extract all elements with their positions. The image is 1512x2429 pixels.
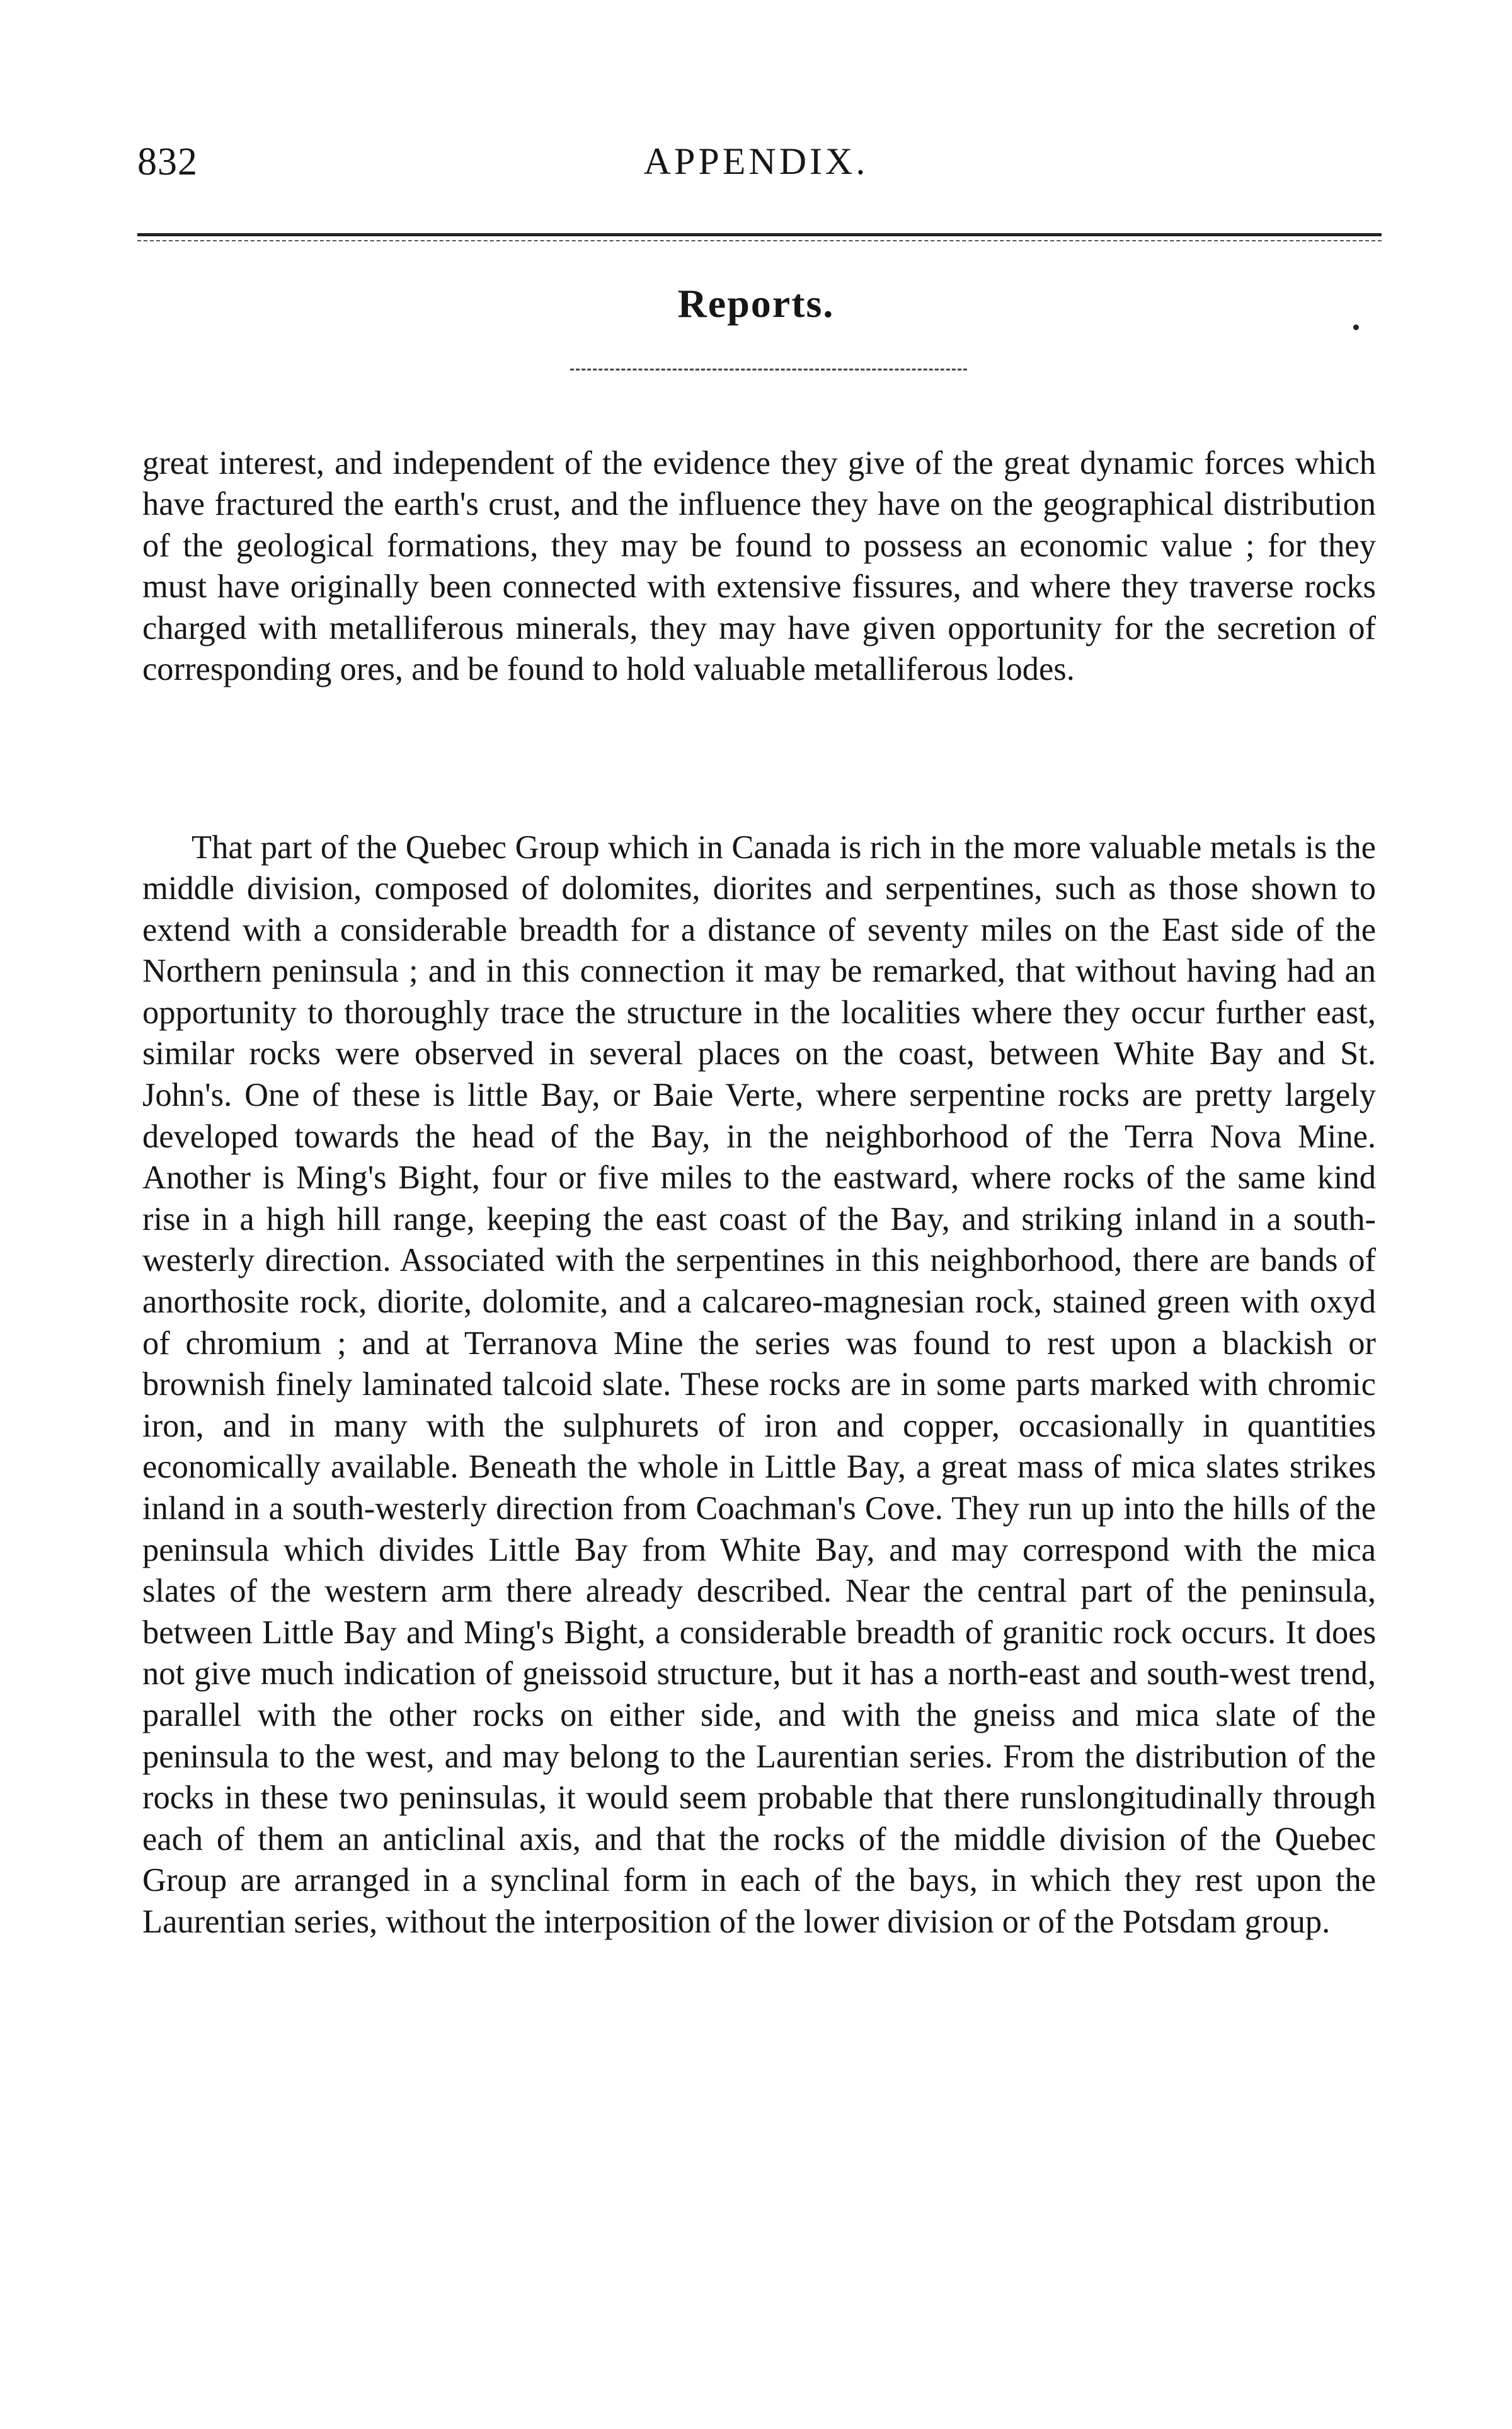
margin-mark [1353,324,1359,330]
section-divider [570,369,967,370]
header-rule-secondary [137,240,1382,241]
page-number: 832 [137,141,198,183]
header-rule [137,233,1382,236]
running-title: APPENDIX. [643,141,869,182]
body-paragraph-2: That part of the Quebec Group which in Canada is rich in the more valuable metals is the middle division, composed of dolomites, diorites and serpentines, such as those shown to extend with a considerable breadth for a distance of seventy miles on the East side of the Northern peninsula ; and in this connection it may be remarked, that without having had an opportunity to thoroughly trace the structure in the localities where they occur further east, similar rocks were observed in several places on the coast, between White Bay and St. John's. One of these is little Bay, or Baie Verte, where serpentine rocks are pretty largely developed towards the head of the Bay, in the neighborhood of the Terra Nova Mine. Another is Ming's Bight, four or five miles to the eastward, where rocks of the same kind rise in a high hill range, keeping the east coast of the Bay, and striking inland in a south-westerly direction. Associated with the serpentines in this neighborhood, there are bands of anorthosite rock, diorite, dolomite, and a calcareo-magnesian rock, stained green with oxyd of chromium ; and at Terranova Mine the series was found to rest upon a blackish or brownish finely laminated talcoid slate. These rocks are in some parts marked with chromic iron, and in many with the sulphurets of iron and copper, occasionally in quantities economically available. Beneath the whole in Little Bay, a great mass of mica slates strikes inland in a south-westerly direction from Coachman's Cove. They run up into the hills of the peninsula which divides Little Bay from White Bay, and may correspond with the mica slates of the western arm there already described. Near the central part of the peninsula, between Little Bay and Ming's Bight, a considerable breadth of granitic rock occurs. It does not give much indication of gneissoid structure, but it has a north-east and south-west trend, parallel with the other rocks on either side, and with the gneiss and mica slate of the peninsula to the west, and may belong to the Laurentian series. From the distribution of the rocks in these two peninsulas, it would seem probable that there runslongitudinally through each of them an anticlinal axis, and that the rocks of the middle division of the Quebec Group are arranged in a synclinal form in each of the bays, in which they rest upon the Laurentian series, without the interposition of the lower division or of the Potsdam group. [142,829,1376,1940]
section-title: Reports. [677,281,835,326]
body-paragraph-1: great interest, and independent of the evidence they give of the great dynamic forces which have fractured the earth's crust, and the influence they have on the geographical distribution of the geological formations, they may be found to possess an economic value ; for they must have originally been connected with extensive fissures, and where they traverse rocks charged with metalliferous minerals, they may have given opportunity for the secretion of corresponding ores, and be found to hold valuable metalliferous lodes. [142,444,1376,688]
